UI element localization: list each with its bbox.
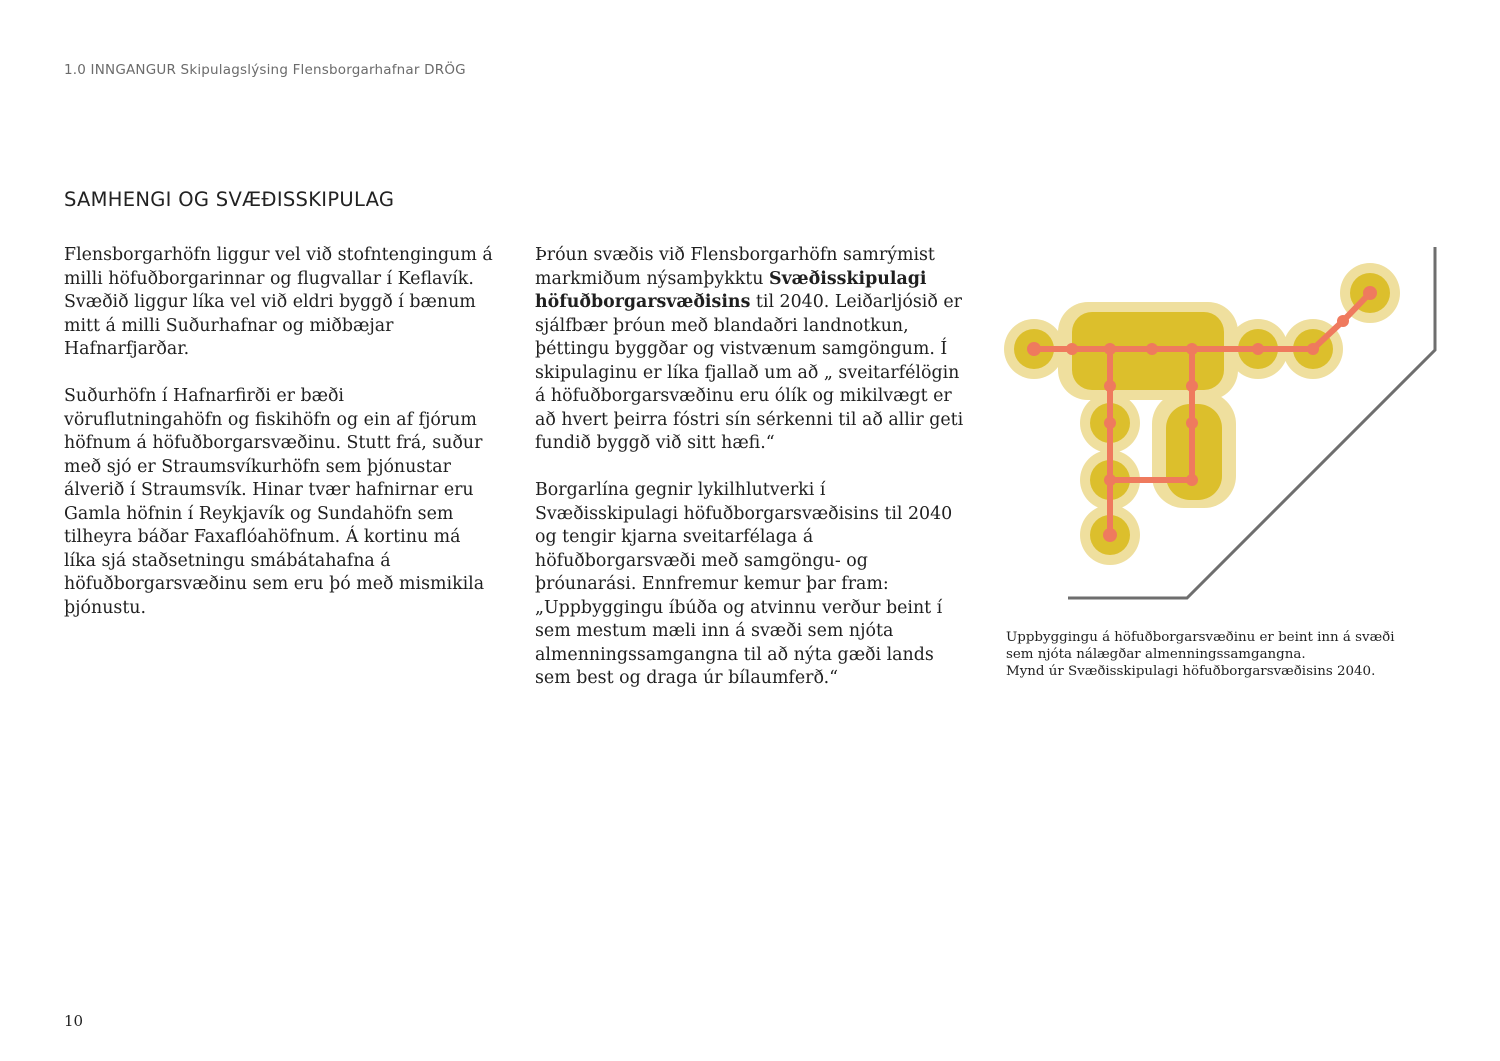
text-column-right (535, 244, 967, 714)
running-header: 1.0 INNGANGUR Skipulagslýsing Flensborgarhafnar DRÖG (64, 62, 466, 78)
stop (1186, 343, 1198, 355)
page-number: 10 (64, 1012, 84, 1030)
text-column-left (64, 244, 494, 644)
paragraph-borgarlina: Borgarlína gegnir lykilhlutverki í Svæðisskipulagi höfuðborgarsvæðisins til 2040 og tengir kjarna sveitarfélaga á höfuðborgarsvæði með samgöngu- og þróunarási. Ennfremur kemur þar fram: „Uppbyggingu íbúða og atvinnu verður beint í sem mestum mæli inn á svæði sem njóta almenningssamgangna til að nýta gæði lands sem best og draga úr bílaumferð.“ (535, 480, 953, 688)
caption-line: Uppbyggingu á höfuðborgarsvæðinu er beint inn á svæði (1006, 630, 1395, 645)
stop (1104, 380, 1116, 392)
stop (1337, 315, 1349, 327)
stop (1027, 342, 1041, 356)
paragraph-harbours: Suðurhöfn í Hafnarfirði er bæði vöruflutningahöfn og fiskihöfn og ein af fjórum höfnum á höfuðborgarsvæðinu. Stutt frá, suður með sjó er Straumsvíkurhöfn sem þjónustar álverið í Straumsvík. Hinar tvær hafnirnar eru Gamla höfnin í Reykjavík og Sundahöfn sem tilheyra báðar Faxaflóahöfnum. Á kortinu má líka sjá staðsetningu smábátahafna á höfuðborgarsvæðinu sem eru þó með mismikila þjónustu. (64, 386, 485, 618)
figure-caption (1006, 629, 1446, 680)
stop (1104, 343, 1116, 355)
stop (1363, 286, 1377, 300)
caption-line: Mynd úr Svæðisskipulagi höfuðborgarsvæðisins 2040. (1006, 664, 1376, 679)
stop (1103, 528, 1117, 542)
regional-plan-text-pre: Þróun svæðis við Flensborgarhöfn samrýmist markmiðum nýsamþykktu (535, 245, 935, 289)
stop (1066, 343, 1078, 355)
stop (1307, 343, 1319, 355)
stop (1104, 474, 1116, 486)
paragraph-regional-plan (535, 244, 967, 456)
caption-line: sem njóta nálægðar almenningssamgangna. (1006, 647, 1306, 662)
regional-plan-text-post: til 2040. Leiðarljósið er sjálfbær þróun með blandaðri landnotkun, þéttingu byggðar og vistvænum samgöngum. Í skipulaginu er líka fjallað um að „ sveitarfélögin á höfuðborgarsvæðinu eru ólík og mikilvægt er að hvert þeirra fóstri sín sérkenni til að allir geti fundið byggð við sitt hæfi.“ (535, 292, 964, 453)
stop (1104, 417, 1116, 429)
stop (1186, 474, 1198, 486)
stop (1252, 343, 1264, 355)
regional-plan-title: Svæðisskipulagi höfuðborgarsvæðisins (535, 268, 927, 312)
stop (1186, 417, 1198, 429)
regional-plan-diagram (990, 240, 1450, 610)
paragraph-location: Flensborgarhöfn liggur vel við stofntengingum á milli höfuðborgarinnar og flugvallar í Keflavík. Svæðið liggur líka vel við eldri byggð í bænum mitt á milli Suðurhafnar og miðbæjar Hafnarfjarðar. (64, 245, 493, 359)
stop (1146, 343, 1158, 355)
stop (1186, 380, 1198, 392)
section-title: SAMHENGI OG SVÆÐISSKIPULAG (64, 188, 395, 211)
